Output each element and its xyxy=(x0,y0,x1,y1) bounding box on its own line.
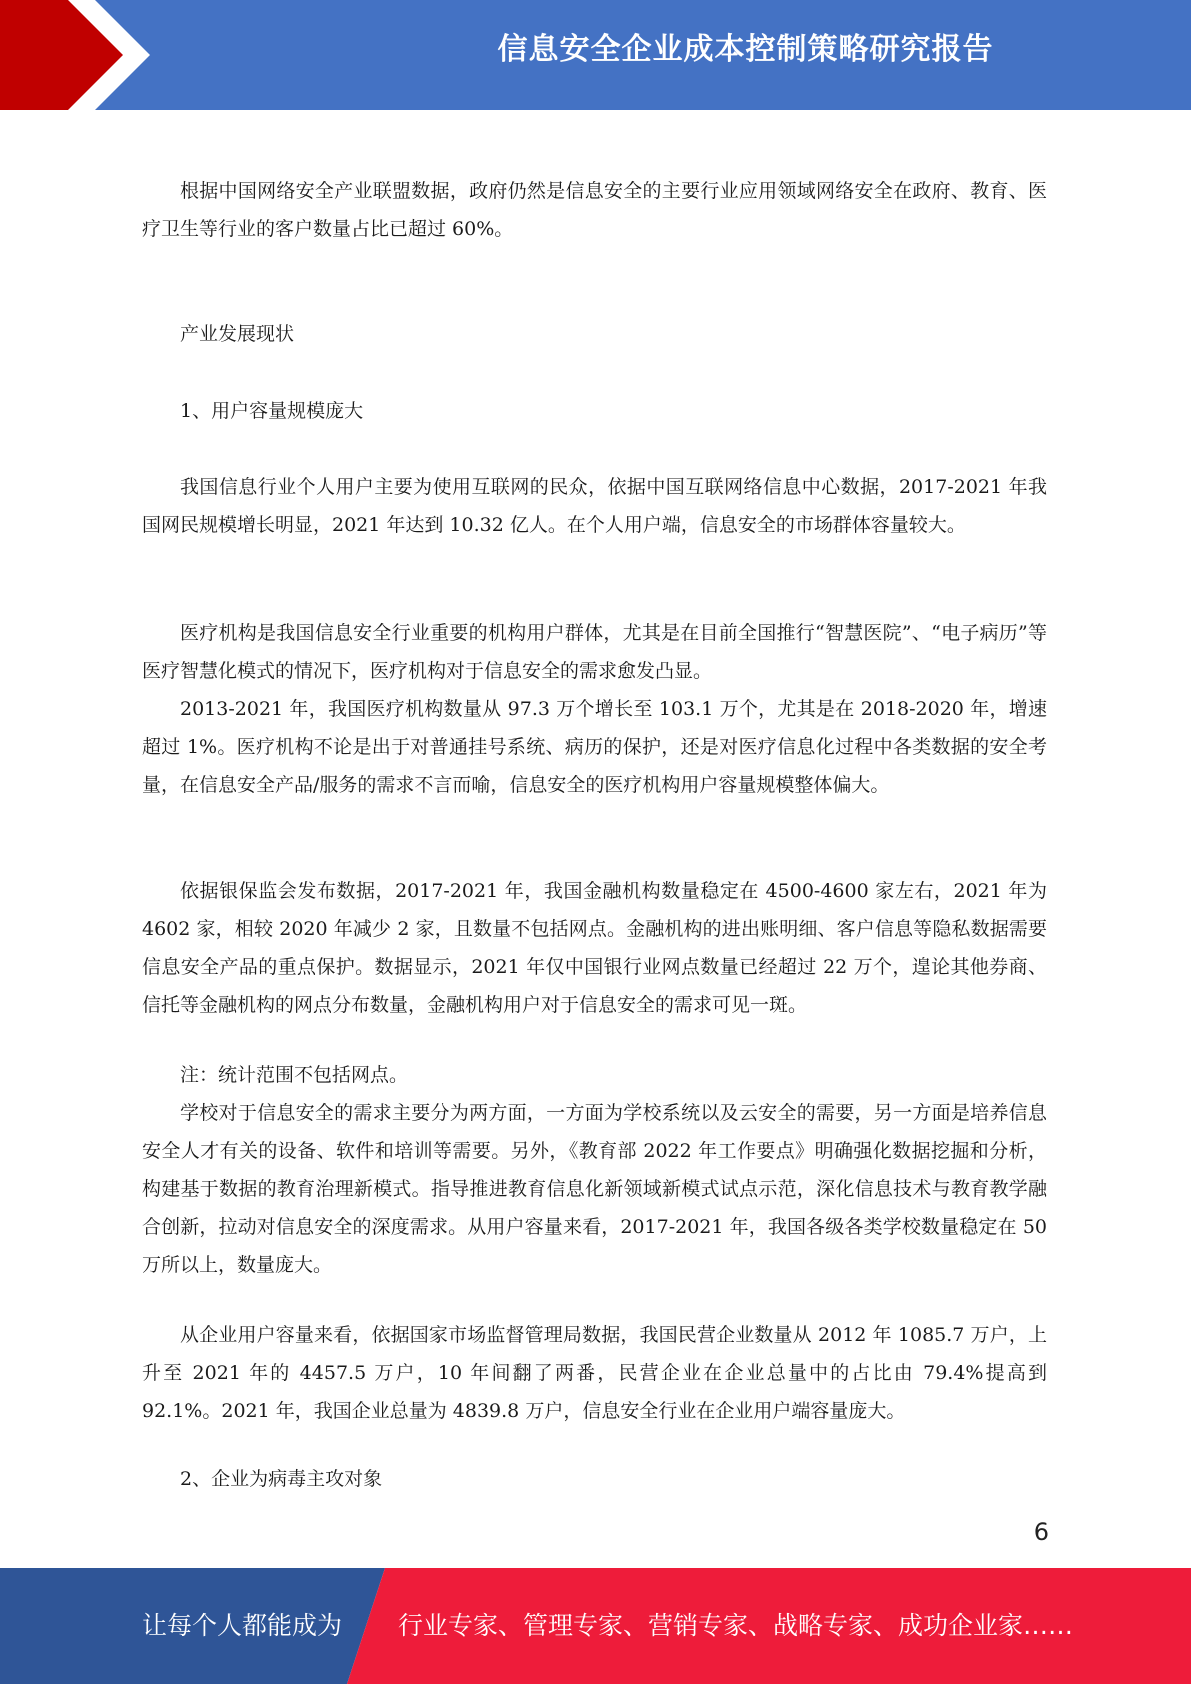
paragraph: 从企业用户容量来看，依据国家市场监督管理局数据，我国民营企业数量从 2012 年 1085.7 万户，上升至 2021 年的 4457.5 万户，10 年间翻了两番，民营企业在企业总量中的占比由 79.4%提高到 92.1%。2021 年，我国企业总量为 4839.8 万户，信息安全行业在企业用户端容量庞大。 xyxy=(142,1324,1047,1422)
subheading-user-capacity xyxy=(142,392,1047,430)
paragraph: 医疗机构是我国信息安全行业重要的机构用户群体，尤其是在目前全国推行“智慧医院”、“电子病历”等医疗智慧化模式的情况下，医疗机构对于信息安全的需求愈发凸显。 xyxy=(142,622,1047,682)
paragraph-financial-institutions xyxy=(142,872,1047,1024)
subheading: 1、用户容量规模庞大 xyxy=(180,400,364,422)
paragraph: 依据银保监会发布数据，2017-2021 年，我国金融机构数量稳定在 4500-4600 家左右，2021 年为 4602 家，相较 2020 年减少 2 家，且数量不包括网点。金融机构的进出账明细、客户信息等隐私数据需要信息安全产品的重点保护。数据显示，2021 年仅中国银行业网点数量已经超过 22 万个，遑论其他券商、信托等金融机构的网点分布数量，金融机构用户对于信息安全的需求可见一斑。 xyxy=(142,880,1047,1016)
footer-slogan-left: 让每个人都能成为 xyxy=(142,1611,343,1640)
subheading: 2、企业为病毒主攻对象 xyxy=(180,1468,383,1490)
paragraph: 根据中国网络安全产业联盟数据，政府仍然是信息安全的主要行业应用领域网络安全在政府、教育、医疗卫生等行业的客户数量占比已超过 60%。 xyxy=(142,180,1047,240)
paragraph-internet-users xyxy=(142,468,1047,544)
report-title: 信息安全企业成本控制策略研究报告 xyxy=(497,32,994,67)
paragraph-government-share xyxy=(142,172,1047,248)
page-footer xyxy=(0,1568,1191,1684)
subheading-virus-target xyxy=(142,1460,1047,1498)
section-heading: 产业发展现状 xyxy=(180,323,295,345)
paragraph-enterprise-users xyxy=(142,1316,1047,1430)
note: 注：统计范围不包括网点。 xyxy=(180,1064,409,1086)
paragraph: 2013-2021 年，我国医疗机构数量从 97.3 万个增长至 103.1 万个，尤其是在 2018-2020 年，增速超过 1%。医疗机构不论是出于对普通挂号系统、病历的保护，还是对医疗信息化过程中各类数据的安全考量，在信息安全产品/服务的需求不言而喻，信息安全的医疗机构用户容量规模整体偏大。 xyxy=(142,698,1047,796)
section-heading-industry-status xyxy=(142,315,1047,353)
paragraph: 我国信息行业个人用户主要为使用互联网的民众，依据中国互联网络信息中心数据，2017-2021 年我国网民规模增长明显，2021 年达到 10.32 亿人。在个人用户端，信息安全的市场群体容量较大。 xyxy=(142,476,1047,536)
paragraph-medical-institutions xyxy=(142,614,1047,804)
paragraph-schools xyxy=(142,1056,1047,1284)
paragraph: 学校对于信息安全的需求主要分为两方面，一方面为学校系统以及云安全的需要，另一方面是培养信息安全人才有关的设备、软件和培训等需要。另外，《教育部 2022 年工作要点》明确强化数据挖掘和分析，构建基于数据的教育治理新模式。指导推进教育信息化新领域新模式试点示范，深化信息技术与教育教学融合创新，拉动对信息安全的深度需求。从用户容量来看，2017-2021 年，我国各级各类学校数量稳定在 50 万所以上，数量庞大。 xyxy=(142,1102,1047,1276)
page-header xyxy=(0,0,1191,110)
footer-slogan-right: 行业专家、管理专家、营销专家、战略专家、成功企业家…… xyxy=(398,1611,1074,1640)
page-number: 6 xyxy=(1033,1518,1049,1546)
